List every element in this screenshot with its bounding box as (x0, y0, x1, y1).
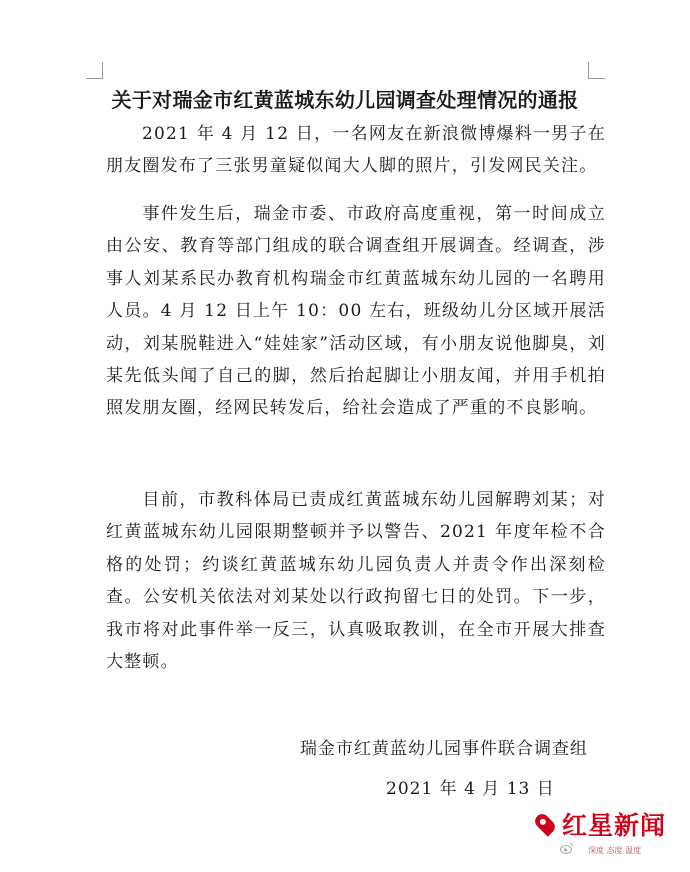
paragraph-2 (106, 198, 606, 425)
paragraph-2-text: 事件发生后，瑞金市委、市政府高度重视，第一时间成立由公安、教育等部门组成的联合调查组开展调查。经调查，涉事人刘某系民办教育机构瑞金市红黄蓝城东幼儿园的一名聘用人员。4 月 12 日上午 10：00 左右，班级幼儿分区域开展活动，刘某脱鞋进入“娃娃家”活动区域，有小朋友说他脚臭，刘某先低头闻了自己的脚，然后抬起脚让小朋友闻，并用手机拍照发朋友圈，经网民转发后，给社会造成了严重的不良影响。 (106, 204, 606, 419)
margin-mark-top-left (86, 62, 103, 79)
watermark-logo-text: 红星新闻 (562, 811, 667, 840)
margin-mark-top-right (588, 62, 605, 79)
signature-organization: 瑞金市红黄蓝幼儿园事件联合调查组 (300, 739, 588, 759)
paragraph-1 (106, 118, 606, 183)
paragraph-3 (106, 484, 606, 678)
paragraph-1-text: 2021 年 4 月 12 日，一名网友在新浪微博爆料一男子在朋友圈发布了三张男童疑似闻大人脚的照片，引发网民关注。 (106, 124, 606, 177)
watermark-tagline: 深度 态度 温度 (588, 846, 642, 855)
watermark-logo (538, 806, 666, 842)
map-pin-icon (532, 811, 557, 836)
paragraph-3-text: 目前，市教科体局已责成红黄蓝城东幼儿园解聘刘某；对红黄蓝城东幼儿园限期整顿并予以警告、2021 年度年检不合格的处罚；约谈红黄蓝城东幼儿园负责人并责令作出深刻检查。公安机关依法对刘某处以行政拘留七日的处罚。下一步，我市将对此事件举一反三，认真吸取教训，在全市开展大排查大整顿。 (106, 490, 606, 673)
signature-date: 2021 年 4 月 13 日 (386, 779, 555, 799)
document-title: 关于对瑞金市红黄蓝城东幼儿园调查处理情况的通报 (111, 88, 579, 112)
weibo-icon (560, 842, 574, 854)
